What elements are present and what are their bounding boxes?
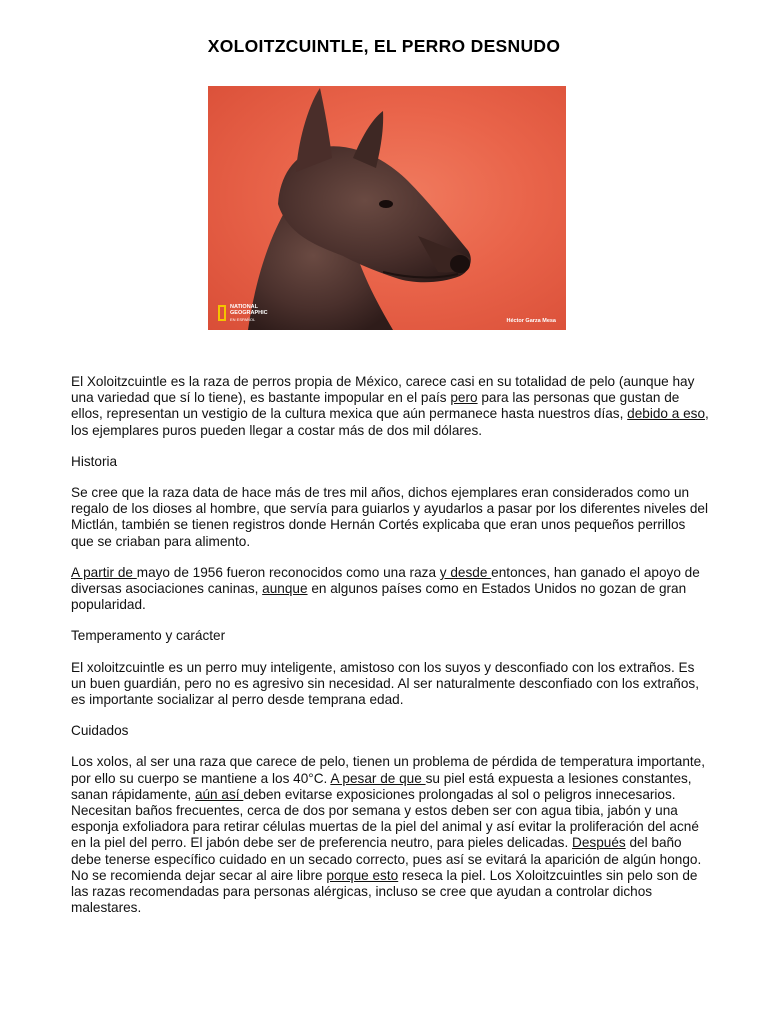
page-title: XOLOITZCUINTLE, EL PERRO DESNUDO [207,36,561,56]
dog-ear-left [296,88,332,172]
ng-logo-text [230,304,268,316]
text-run: mayo de 1956 fueron reconocidos como una raza [136,564,440,580]
dog-eye [379,200,393,208]
text-run: reseca la piel. Los Xoloitzcuintles sin pelo son de las razas recomendadas para personas alérgicas, incluso se cree que ayudan a controlar dichos malestares. [71,867,698,916]
ng-logo-line2: GEOGRAPHIC [230,310,268,316]
underlined-connector: aún así [194,786,244,802]
underlined-connector: A partir de [71,564,137,580]
text-run: El xoloitzcuintle es un perro muy inteligente, amistoso con los suyos y desconfiado con los extraños. Es un buen guardián, pero no es agresivo sin necesidad. Al ser naturalmente desconfiado con los extraños, es importante socializar al perro desde temprana edad. [71,659,699,708]
text-run: para las personas que gustan de ellos, representan un vestigio de la cultura mexica que aún permanece hasta nuestros días, [71,390,680,422]
paragraph-historia-2 [71,565,711,614]
underlined-connector: debido a eso [627,406,706,422]
article-body [71,374,711,916]
underlined-connector: A pesar de que [330,770,426,786]
text-run: del baño debe tenerse específico cuidado en un secado correcto, pues así se evitará la aparición de algún hongo. No se recomienda dejar secar al aire libre [71,835,702,883]
ng-logo-subtitle: EN ESPAÑOL [230,317,256,322]
paragraph-cuidados [71,754,711,916]
heading-cuidados: Cuidados [71,723,129,739]
text-run: su piel está expuesta a lesiones constantes, sanan rápidamente, [71,770,692,802]
underlined-connector: Después [572,835,626,851]
text-run: deben evitarse exposiciones prolongadas al sol o peligros innecesarios. Necesitan baños frecuentes, cerca de dos por semana y estos deben ser con agua tibia, jabón y una esponja exfoliadora para retirar células muertas de la piel del animal y así evitar la proliferación del acné en la piel del perro. El jabón debe ser de preferencia neutro, para pieles delicadas. [71,786,699,851]
photo-credit: Héctor Garza Mesa [506,318,556,324]
underlined-connector: y desde [439,564,492,580]
text-run: Se cree que la raza data de hace más de tres mil años, dichos ejemplares eran considerados como un regalo de los dioses al hombre, que servía para guiarlos y ayudarlos a pasar por los diferentes niveles del Mictlán, también se tienen registros donde Hernán Cortés explicaba que eran unos pequeños perrillos que se criaban para alimento. [71,485,709,549]
dog-nose [450,255,470,273]
national-geographic-logo-icon [218,305,226,321]
dog-illustration [208,86,566,330]
ng-logo-line1: NATIONAL [230,304,259,310]
paragraph-historia-1 [71,485,711,550]
text-run: Los xolos, al ser una raza que carece de pelo, tienen un problema de pérdida de temperatura importante, por ello su cuerpo se mantiene a los 40°C. [71,754,706,786]
text-run: en algunos países como en Estados Unidos no gozan de gran popularidad. [71,581,687,613]
underlined-connector: pero [450,390,478,406]
text-run: El Xoloitzcuintle es la raza de perros propia de México, carece casi en su totalidad de pelo (aunque hay una variedad que sí lo tiene), es bastante impopular en el país [71,374,695,406]
paragraph-temperamento [71,660,711,709]
underlined-connector: porque esto [326,867,399,883]
underlined-connector: aunque [262,581,308,597]
heading-historia: Historia [71,453,118,469]
paragraph-intro [71,374,711,439]
xoloitzcuintle-dog-photo [208,86,566,330]
text-run: entonces, han ganado el apoyo de diversas asociaciones caninas, [71,564,700,597]
heading-temperamento: Temperamento y carácter [71,628,226,644]
text-run: , los ejemplares puros pueden llegar a costar más de dos mil dólares. [71,406,709,438]
